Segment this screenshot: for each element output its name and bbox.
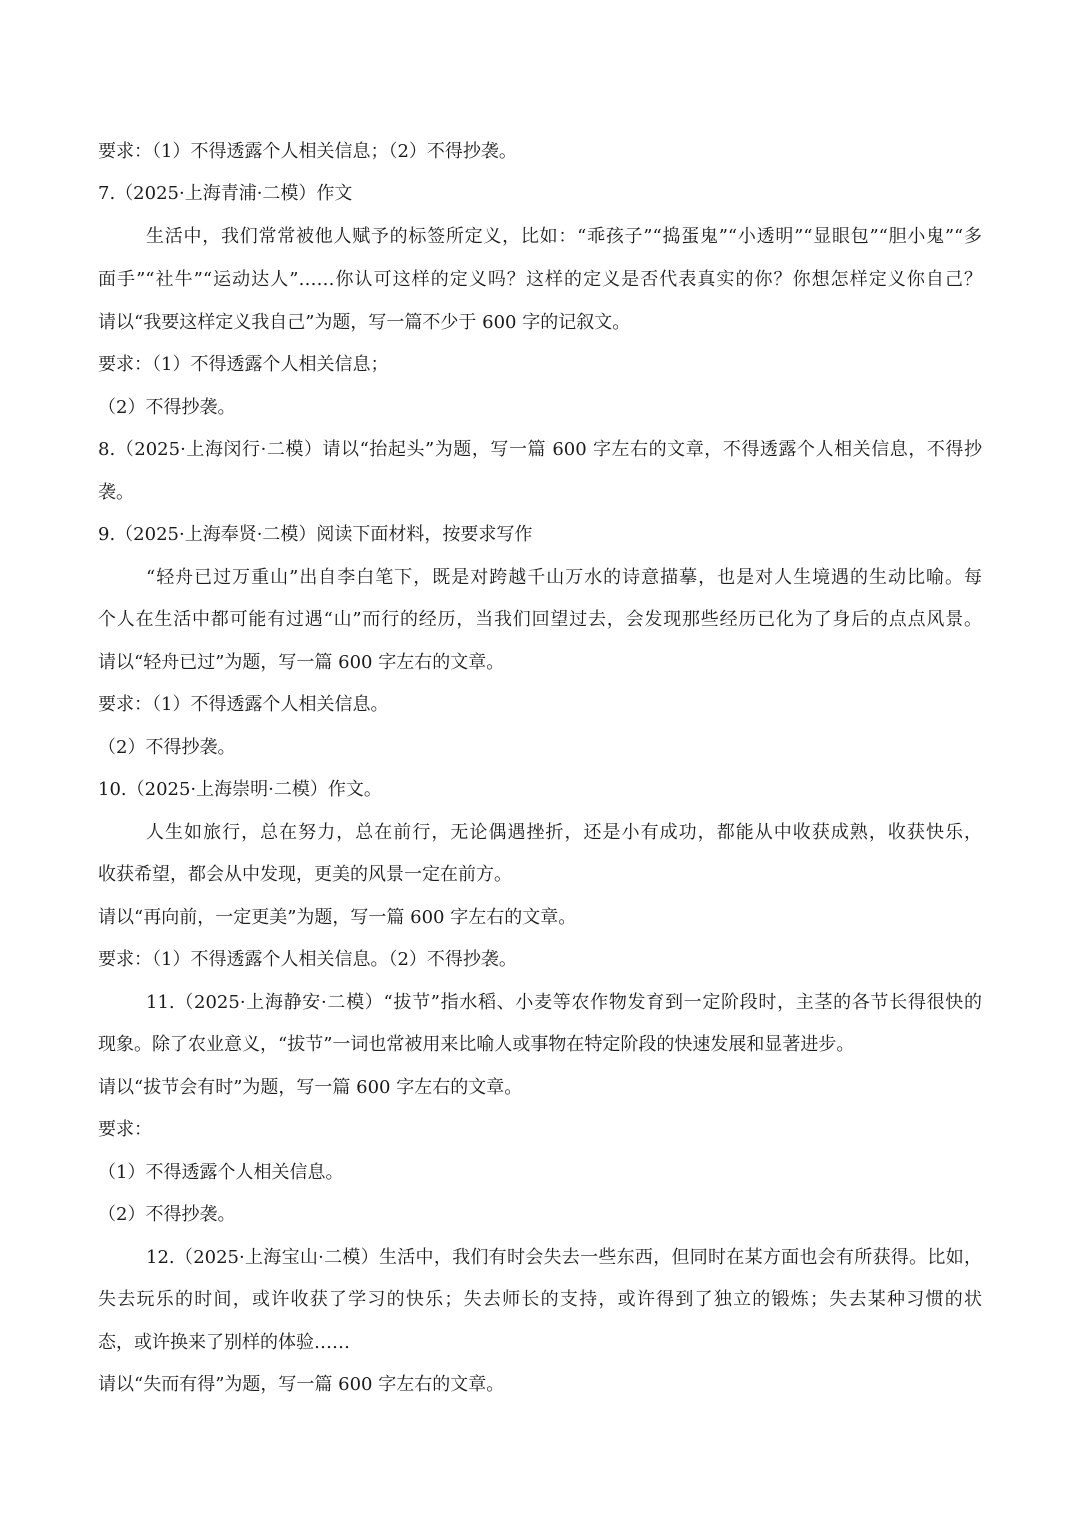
question-10-material-line-1: 人生如旅行，总在努力，总在前行，无论偶遇挫折，还是小有成功，都能从中收获成熟，收获快乐， (146, 822, 982, 843)
question-9-material-line-1: “轻舟已过万重山”出自李白笔下，既是对跨越千山万水的诗意描摹，也是对人生境遇的生动比喻。每 (146, 567, 982, 588)
question-12-line-2: 失去玩乐的时间，或许收获了学习的快乐；失去师长的支持，或许得到了独立的锻炼；失去某种习惯的状 (98, 1289, 982, 1310)
question-8-line-1: 8.（2025·上海闵行·二模）请以“抬起头”为题，写一篇 600 字左右的文章，不得透露个人相关信息，不得抄 (98, 439, 982, 460)
question-9-requirement-2: （2）不得抄袭。 (98, 737, 236, 758)
question-9-heading: 9.（2025·上海奉贤·二模）阅读下面材料，按要求写作 (98, 524, 533, 545)
requirement-line: 要求：（1）不得透露个人相关信息；（2）不得抄袭。 (98, 141, 517, 162)
question-12-line-3: 态，或许换来了别样的体验…… (98, 1332, 350, 1353)
question-7-prompt: 请以“我要这样定义我自己”为题，写一篇不少于 600 字的记叙文。 (98, 312, 631, 333)
question-10-prompt: 请以“再向前，一定更美”为题，写一篇 600 字左右的文章。 (98, 907, 577, 928)
question-12-line-1: 12.（2025·上海宝山·二模）生活中，我们有时会失去一些东西，但同时在某方面也会有所获得。比如， (146, 1247, 982, 1268)
question-9-prompt: 请以“轻舟已过”为题，写一篇 600 字左右的文章。 (98, 652, 505, 673)
question-10-heading: 10.（2025·上海崇明·二模）作文。 (98, 779, 382, 800)
question-11-prompt: 请以“拔节会有时”为题，写一篇 600 字左右的文章。 (98, 1077, 523, 1098)
question-11-requirement-2: （2）不得抄袭。 (98, 1204, 236, 1225)
question-7-requirement-1: 要求：（1）不得透露个人相关信息； (98, 354, 389, 375)
question-7-requirement-2: （2）不得抄袭。 (98, 397, 236, 418)
question-7-material-line-2: 面手”“社牛”“运动达人”……你认可这样的定义吗？这样的定义是否代表真实的你？你想怎样定义你自己？ (98, 269, 982, 290)
question-9-material-line-2: 个人在生活中都可能有过遇“山”而行的经历，当我们回望过去，会发现那些经历已化为了身后的点点风景。 (98, 609, 982, 630)
question-7-heading: 7.（2025·上海青浦·二模）作文 (98, 183, 353, 204)
question-11-requirement-heading: 要求： (98, 1119, 152, 1140)
question-12-prompt: 请以“失而有得”为题，写一篇 600 字左右的文章。 (98, 1374, 505, 1395)
question-11-requirement-1: （1）不得透露个人相关信息。 (98, 1162, 344, 1183)
question-10-requirement: 要求：（1）不得透露个人相关信息。（2）不得抄袭。 (98, 949, 517, 970)
question-11-line-2: 现象。除了农业意义，“拔节”一词也常被用来比喻人或事物在特定阶段的快速发展和显著进步。 (98, 1034, 855, 1055)
question-7-material-line-1: 生活中，我们常常被他人赋予的标签所定义，比如：“乖孩子”“捣蛋鬼”“小透明”“显眼包”“胆小鬼”“多 (146, 226, 982, 247)
question-9-requirement-1: 要求：（1）不得透露个人相关信息。 (98, 694, 389, 715)
question-11-line-1: 11.（2025·上海静安·二模）“拔节”指水稻、小麦等农作物发育到一定阶段时，主茎的各节长得很快的 (146, 992, 982, 1013)
question-8-line-2: 袭。 (98, 482, 134, 503)
question-10-material-line-2: 收获希望，都会从中发现，更美的风景一定在前方。 (98, 864, 512, 885)
